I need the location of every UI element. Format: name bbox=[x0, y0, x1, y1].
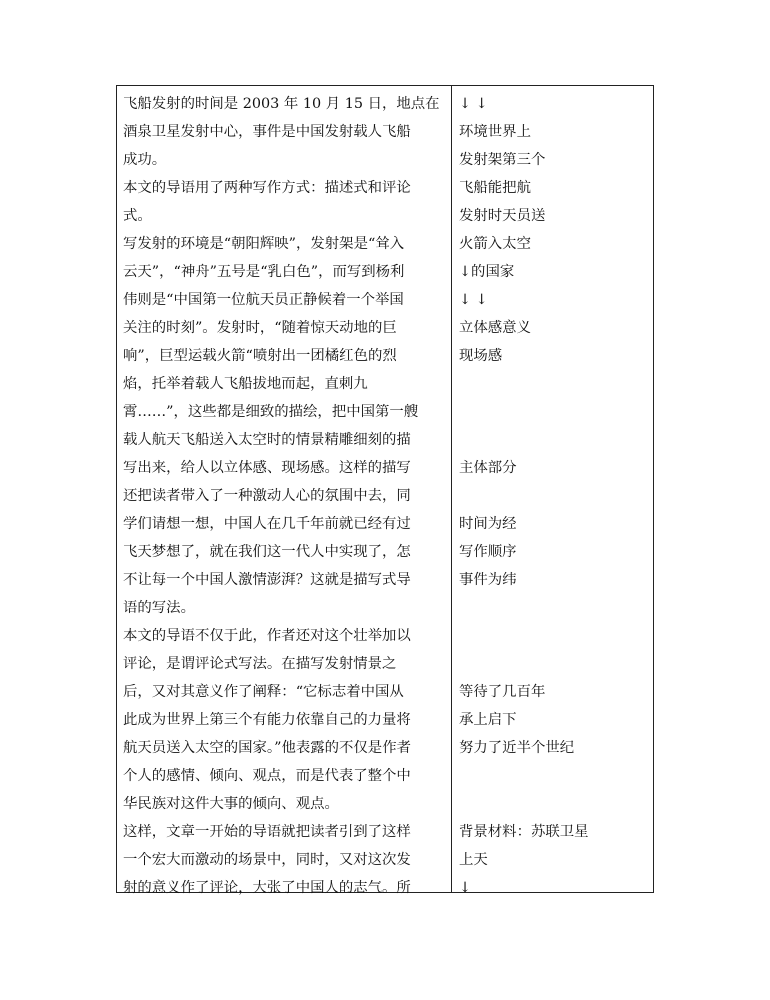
note-line: 主体部分 bbox=[459, 460, 517, 476]
main-text-line: 响”，巨型运载火箭“喷射出一团橘红色的烈 bbox=[123, 348, 397, 364]
main-text-line: 式。 bbox=[123, 208, 152, 224]
main-text-line: 个人的感情、倾向、观点，而是代表了整个中 bbox=[123, 768, 411, 784]
note-line: ↓ bbox=[459, 880, 472, 896]
note-line: 事件为纬 bbox=[459, 572, 517, 588]
note-line: 努力了近半个世纪 bbox=[459, 740, 575, 756]
main-text-line: 评论，是谓评论式写法。在描写发射情景之 bbox=[123, 656, 397, 672]
two-column-table bbox=[116, 85, 654, 896]
note-line: 环境世界上 bbox=[459, 124, 531, 140]
main-text-line: 霄……”，这些都是细致的描绘，把中国第一艘 bbox=[123, 404, 419, 420]
main-text-line: 华民族对这件大事的倾向、观点。 bbox=[123, 796, 339, 812]
note-line: 写作顺序 bbox=[459, 544, 517, 560]
note-line bbox=[459, 762, 649, 790]
main-text-line: 焰，托举着载人飞船拔地而起，直刺九 bbox=[123, 376, 368, 392]
note-line bbox=[459, 426, 649, 454]
main-text-line: 酒泉卫星发射中心，事件是中国发射载人飞船 bbox=[123, 124, 411, 140]
main-text-line: 一个宏大而激动的场景中，同时，又对这次发 bbox=[123, 852, 411, 868]
main-text-line: 学们请想一想，中国人在几千年前就已经有过 bbox=[123, 516, 411, 532]
note-line bbox=[459, 398, 649, 426]
note-line bbox=[459, 790, 649, 818]
main-text-line: 关注的时刻”。发射时，“随着惊天动地的巨 bbox=[123, 320, 397, 336]
main-text-line: 还把读者带入了一种激动人心的氛围中去，同 bbox=[123, 488, 411, 504]
note-line: 立体感意义 bbox=[459, 320, 531, 336]
column-divider bbox=[451, 86, 452, 892]
note-line: 上天 bbox=[459, 852, 488, 868]
main-text-line: 后，又对其意义作了阐释：“它标志着中国从 bbox=[123, 684, 404, 700]
note-line bbox=[459, 622, 649, 650]
note-line: ↓ ↓ bbox=[459, 96, 488, 112]
main-text-line: 本文的导语用了两种写作方式：描述式和评论 bbox=[123, 180, 411, 196]
note-line: 等待了几百年 bbox=[459, 684, 546, 700]
main-text-line: 写发射的环境是“朝阳辉映”，发射架是“耸入 bbox=[123, 236, 405, 252]
main-text-line: 云天”，“神舟”五号是“乳白色”，而写到杨利 bbox=[123, 264, 405, 280]
note-line: 发射架第三个 bbox=[459, 152, 546, 168]
main-text-line: 语的写法。 bbox=[123, 600, 195, 616]
note-line bbox=[459, 482, 649, 510]
main-text-line: 射的意义作了评论，大张了中国人的志气。所 bbox=[123, 880, 411, 896]
notes-column bbox=[459, 90, 649, 902]
main-text-column bbox=[123, 90, 447, 902]
note-line: ↓的国家 bbox=[459, 264, 515, 280]
note-line: 飞船能把航 bbox=[459, 180, 531, 196]
main-text-line: 成功。 bbox=[123, 152, 167, 168]
main-text-line: 飞天梦想了，就在我们这一代人中实现了，怎 bbox=[123, 544, 411, 560]
note-line bbox=[459, 650, 649, 678]
main-text-line: 此成为世界上第三个有能力依靠自己的力量将 bbox=[123, 712, 411, 728]
main-text-line: 本文的导语不仅于此，作者还对这个壮举加以 bbox=[123, 628, 411, 644]
main-text-line: 伟则是“中国第一位航天员正静候着一个举国 bbox=[123, 292, 404, 308]
note-line bbox=[459, 594, 649, 622]
main-text-line: 不让每一个中国人激情澎湃？这就是描写式导 bbox=[123, 572, 411, 588]
main-text-line: 这样，文章一开始的导语就把读者引到了这样 bbox=[123, 824, 411, 840]
main-text-line: 飞船发射的时间是 2003 年 10 月 15 日，地点在 bbox=[123, 96, 440, 112]
main-text-line: 航天员送入太空的国家。”他表露的不仅是作者 bbox=[123, 740, 411, 756]
note-line: 发射时天员送 bbox=[459, 208, 546, 224]
note-line: 时间为经 bbox=[459, 516, 517, 532]
main-text-line: 写出来，给人以立体感、现场感。这样的描写 bbox=[123, 460, 411, 476]
note-line: 火箭入太空 bbox=[459, 236, 531, 252]
note-line: 背景材料：苏联卫星 bbox=[459, 824, 589, 840]
note-line: ↓ ↓ bbox=[459, 292, 488, 308]
note-line: 现场感 bbox=[459, 348, 503, 364]
note-line bbox=[459, 370, 649, 398]
note-line: 承上启下 bbox=[459, 712, 517, 728]
main-text-line: 载人航天飞船送入太空时的情景精雕细刻的描 bbox=[123, 432, 411, 448]
